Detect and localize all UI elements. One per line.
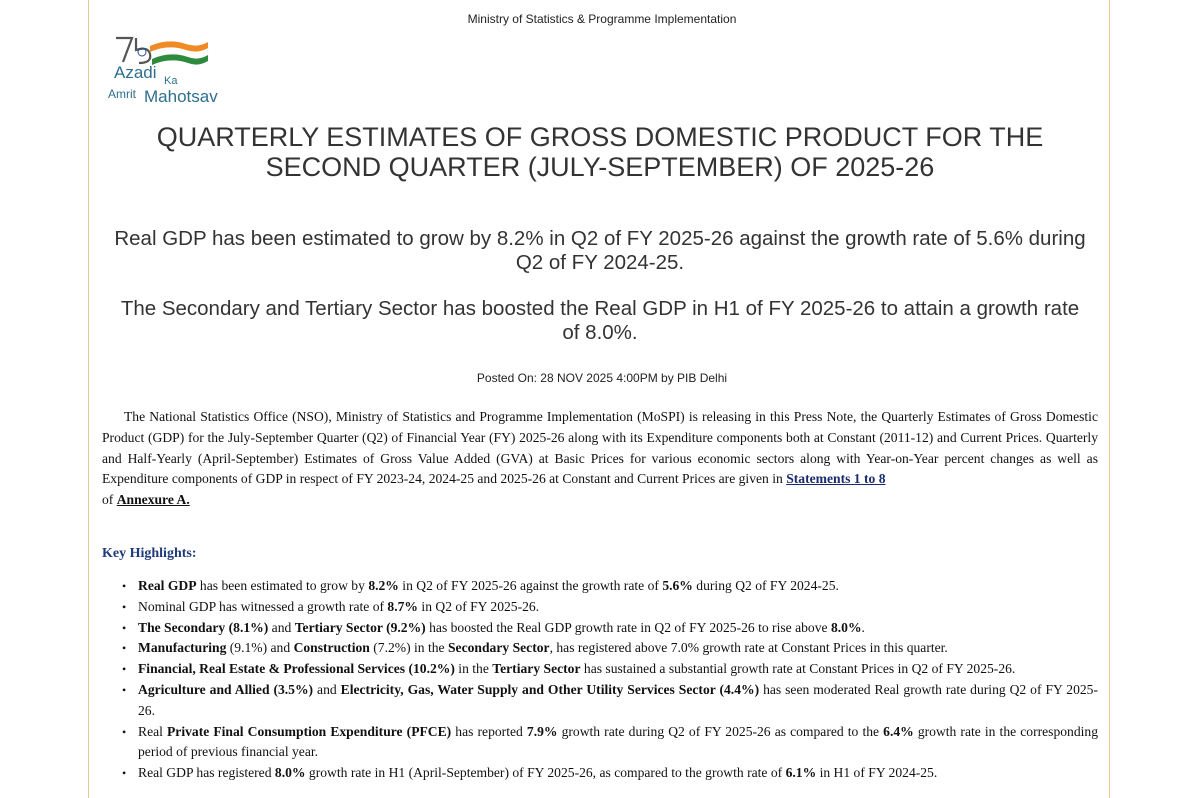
logo-seven bbox=[116, 38, 132, 62]
highlight-bold-text: 6.1% bbox=[785, 765, 817, 781]
azadi-ka-amrit-mahotsav-logo bbox=[106, 32, 241, 107]
highlight-item bbox=[102, 680, 1098, 722]
highlight-text: in Q2 of FY 2025-26 against the growth rate of bbox=[398, 578, 663, 593]
highlight-bold-text: Construction bbox=[293, 640, 370, 656]
highlight-bold-text: 7.9% bbox=[526, 723, 558, 739]
highlight-item bbox=[102, 597, 1098, 618]
highlight-text: has seen moderated Real growth rate during Q2 of FY 2025-26. bbox=[138, 681, 1098, 718]
highlight-text: in Q2 of FY 2025-26. bbox=[418, 598, 540, 614]
highlight-bold-text: 8.0% bbox=[830, 619, 862, 635]
logo-azadi: Azadi bbox=[114, 63, 157, 82]
highlight-bold-text: Manufacturing bbox=[138, 640, 227, 656]
highlight-item bbox=[102, 659, 1098, 680]
highlight-bold-text: Real GDP bbox=[138, 578, 197, 593]
highlight-bold-text: Electricity, Gas, Water Supply and Other Utility Services Sector (4.4%) bbox=[340, 681, 760, 697]
highlight-bold-text: The Secondary (8.1%) bbox=[138, 619, 269, 635]
logo-amrit: Amrit bbox=[108, 87, 136, 101]
highlight-bold-text: Tertiary Sector bbox=[492, 661, 581, 677]
highlight-text: Nominal GDP has witnessed a growth rate of bbox=[138, 598, 388, 614]
posted-on: Posted On: 28 NOV 2025 4:00PM by PIB Delhi bbox=[476, 371, 728, 385]
highlight-bold-text: 8.0% bbox=[274, 765, 306, 781]
highlight-item bbox=[102, 576, 1098, 597]
highlight-text: has been estimated to grow by bbox=[196, 578, 369, 593]
annexure-link[interactable]: Annexure A. bbox=[116, 492, 190, 508]
highlight-text: and bbox=[268, 619, 295, 635]
highlight-bold-text: 8.7% bbox=[387, 598, 419, 614]
highlight-text: during Q2 of FY 2024-25. bbox=[692, 578, 839, 593]
highlight-text: has reported bbox=[451, 723, 527, 739]
highlight-text: has boosted the Real GDP growth rate in Q2 of FY 2025-26 to rise above bbox=[425, 619, 831, 635]
highlight-text: has sustained a substantial growth rate at Constant Prices in Q2 of FY 2025-26. bbox=[580, 661, 1016, 677]
subtitle-1: Real GDP has been estimated to grow by 8.2% in Q2 of FY 2025-26 against the growth rate of 5.6% during Q2 of FY 2024-25. bbox=[114, 227, 1086, 274]
highlight-text: growth rate in H1 (April-September) of FY 2025-26, as compared to the growth rate of bbox=[305, 765, 786, 781]
highlight-text: and bbox=[313, 681, 341, 697]
highlight-bold-text: 8.2% bbox=[368, 578, 399, 593]
highlight-bold-text: 6.4% bbox=[883, 723, 914, 739]
key-highlights-heading: Key Highlights: bbox=[102, 546, 197, 561]
page-title: QUARTERLY ESTIMATES OF GROSS DOMESTIC PRODUCT FOR THE SECOND QUARTER (JULY-SEPTEMBER) OF 2025-26 bbox=[156, 122, 1044, 182]
highlight-item bbox=[102, 638, 1098, 659]
key-highlights-list bbox=[102, 576, 1098, 784]
ministry-name: Ministry of Statistics & Programme Implementation bbox=[467, 12, 737, 26]
highlight-item bbox=[102, 722, 1098, 764]
highlight-text: . bbox=[861, 619, 865, 635]
highlight-text: , has registered above 7.0% growth rate at Constant Prices in this quarter. bbox=[549, 640, 948, 656]
highlight-text: growth rate during Q2 of FY 2025-26 as compared to the bbox=[557, 723, 884, 739]
highlight-bold-text: Agriculture and Allied (3.5%) bbox=[138, 681, 314, 697]
highlight-bold-text: Secondary Sector bbox=[448, 640, 550, 656]
highlight-text: (9.1%) and bbox=[226, 640, 294, 656]
highlight-bold-text: 5.6% bbox=[662, 578, 693, 593]
highlight-bold-text: Financial, Real Estate & Professional Services (10.2%) bbox=[138, 661, 455, 677]
subtitle-2: The Secondary and Tertiary Sector has boosted the Real GDP in H1 of FY 2025-26 to attain a growth rate of 8.0%. bbox=[120, 297, 1080, 344]
intro-text: The National Statistics Office (NSO), Ministry of Statistics and Programme Implementation (MoSPI) is releasing in this Press Note, the Quarterly Estimates of Gross Domestic Product (GDP) for the July-September Quarter (Q2) of Financial Year (FY) 2025-26 along with its Expenditure components both at Constant (2011-12) and Current Prices. Quarterly and Half-Yearly (April-September) Estimates of Gross Value Added (GVA) at Basic Prices for various economic sectors along with Year-on-Year percent changes as well as Expenditure components of GDP in respect of FY 2023-24, 2024-25 and 2025-26 at Constant and Current Prices are given in bbox=[102, 409, 1098, 487]
highlight-bold-text: Tertiary Sector (9.2%) bbox=[294, 619, 426, 635]
intro-of: of bbox=[102, 492, 114, 508]
highlight-text: growth rate in the corresponding period of previous financial year. bbox=[138, 723, 1099, 760]
logo-mahotsav: Mahotsav bbox=[144, 87, 218, 106]
highlight-item bbox=[102, 618, 1098, 639]
logo-ka: Ka bbox=[164, 75, 178, 87]
highlight-text: Real bbox=[138, 723, 167, 739]
highlight-text: in H1 of FY 2024-25. bbox=[816, 765, 938, 781]
statements-link[interactable]: Statements 1 to 8 bbox=[786, 471, 886, 487]
highlight-text: (7.2%) in the bbox=[369, 640, 448, 656]
highlight-text: Real GDP has registered bbox=[138, 765, 275, 781]
highlight-bold-text: Private Final Consumption Expenditure (PFCE) bbox=[167, 723, 452, 739]
intro-paragraph bbox=[102, 407, 1098, 511]
highlight-text: in the bbox=[454, 661, 493, 677]
